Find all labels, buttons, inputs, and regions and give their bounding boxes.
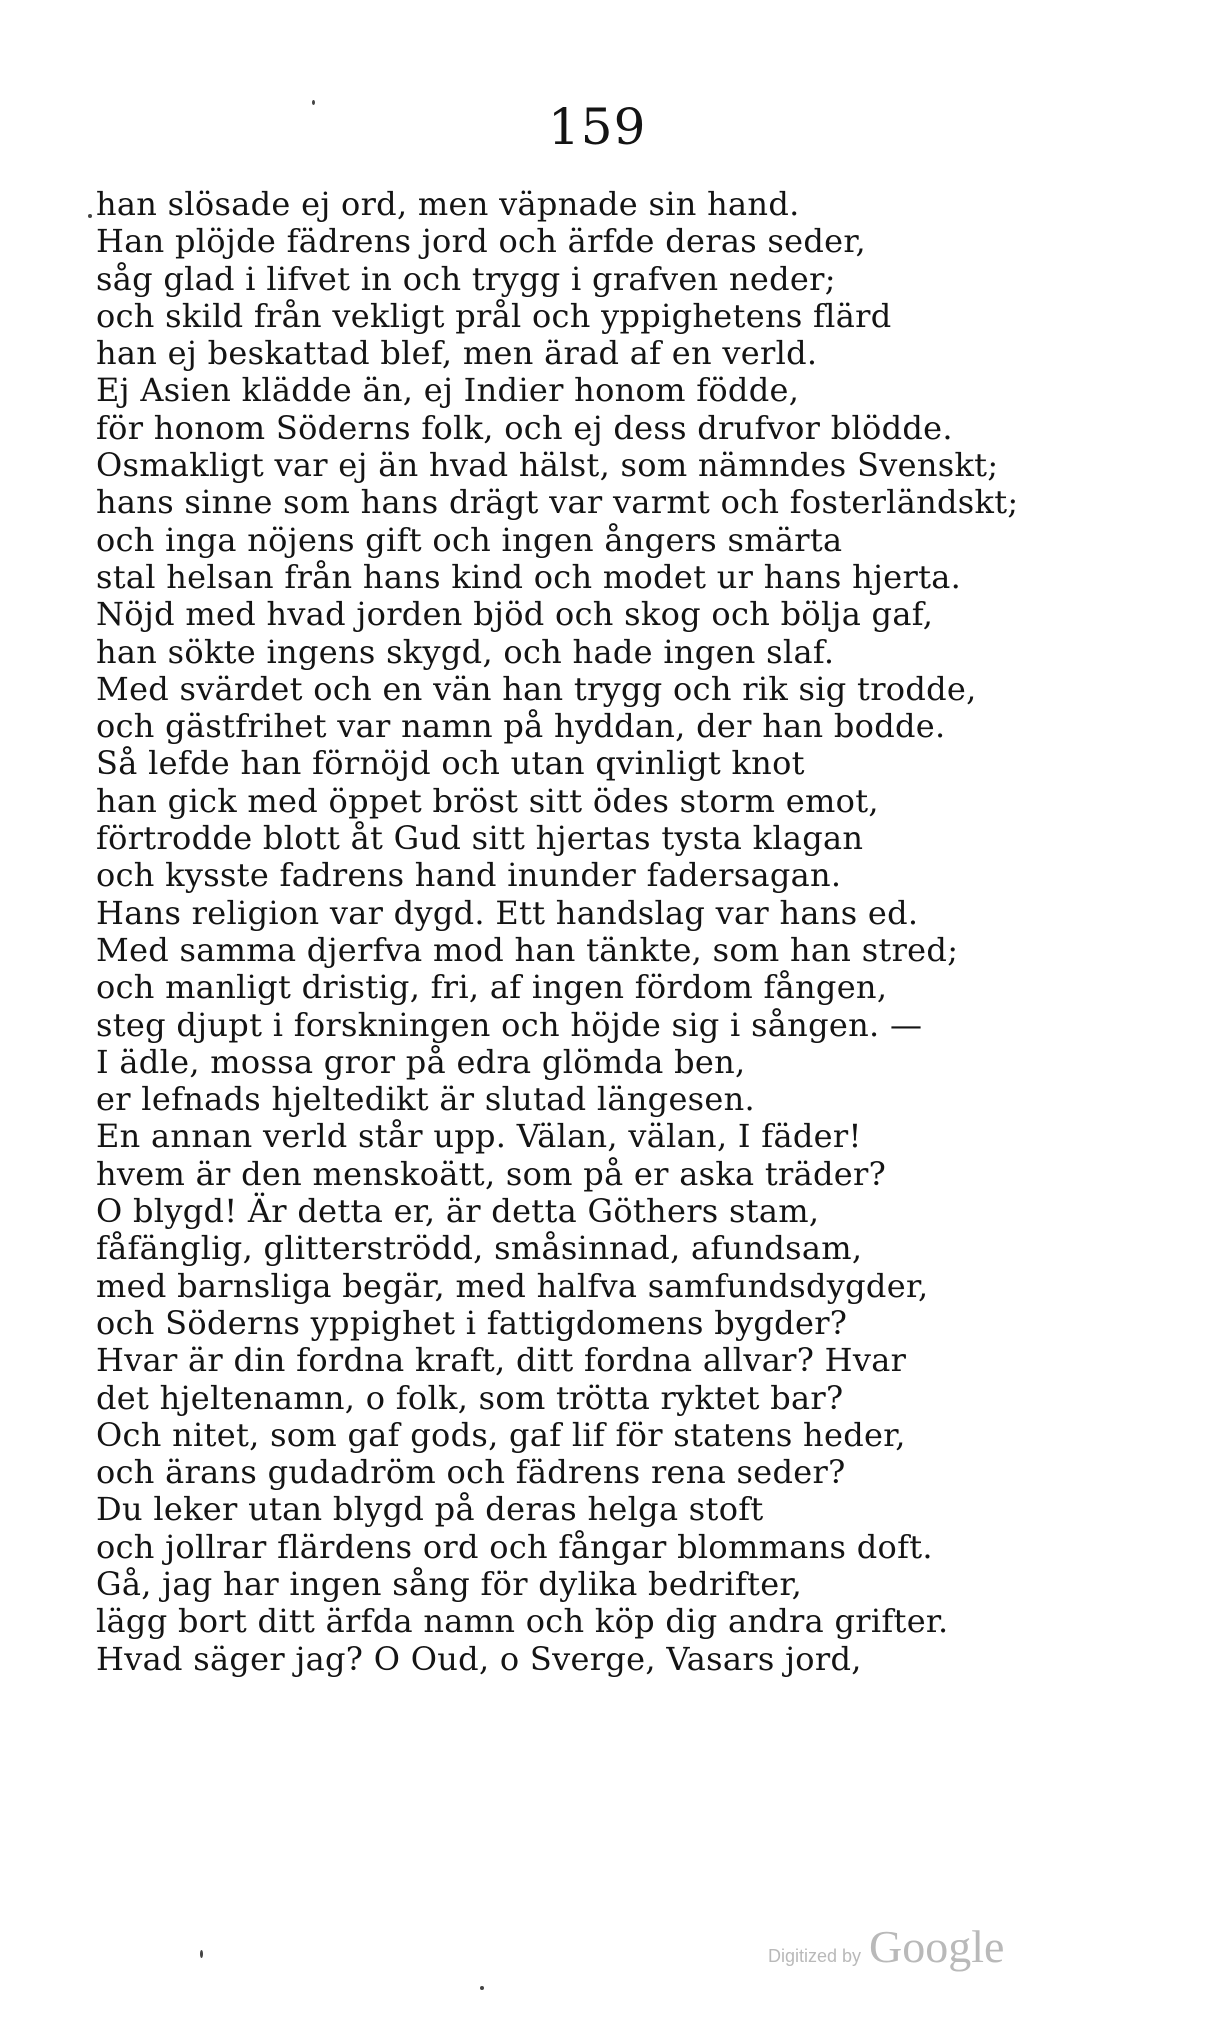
print-speck [312,100,315,105]
digitized-by-google-watermark [768,1920,1004,1973]
page-number: 159 [548,98,647,156]
poem-line: och gästfrihet var namn på hyddan, der han bodde. [96,707,946,746]
poem-line: Hvar är din fordna kraft, ditt fordna allvar? Hvar [96,1341,907,1380]
poem-line: han sökte ingens skygd, och hade ingen slaf. [96,632,835,671]
poem-line: er lefnads hjeltedikt är slutad längesen. [96,1080,756,1119]
poem-line: Hans religion var dygd. Ett handslag var hans ed. [96,893,919,932]
poem-line: Hvad säger jag? O Oud, o Sverge, Vasars jord, [96,1639,862,1678]
poem-line: hans sinne som hans drägt var varmt och fosterländskt; [96,483,1019,522]
poem-line: steg djupt i forskningen och höjde sig i sången. — [96,1005,923,1044]
poem-line: och ärans gudadröm och fädrens rena seder? [96,1453,846,1492]
poem-line: det hjeltenamn, o folk, som trötta ryktet bar? [96,1378,844,1417]
poem-line: och inga nöjens gift och ingen ångers smärta [96,520,843,559]
poem-line: hvem är den menskoätt, som på er aska träder? [96,1154,887,1193]
watermark-prefix: Digitized by [768,1946,862,1966]
poem-line: O blygd! Är detta er, är detta Göthers stam, [96,1192,820,1231]
print-speck [480,1986,484,1990]
poem-line: Och nitet, som gaf gods, gaf lif för statens heder, [96,1415,906,1454]
print-speck [88,214,92,218]
poem-line: och skild från vekligt prål och yppighetens flärd [96,296,892,335]
poem-line: Så lefde han förnöjd och utan qvinligt knot [96,744,805,783]
poem-line: han ej beskattad blef, men ärad af en verld. [96,334,818,373]
poem-line: Osmakligt var ej än hvad hälst, som nämndes Svenskt; [96,446,999,485]
poem-line: Nöjd med hvad jorden bjöd och skog och bölja gaf, [96,595,934,634]
poem-line: han gick med öppet bröst sitt ödes storm emot, [96,781,879,820]
poem-line: fåfänglig, glitterströdd, småsinnad, afundsam, [96,1229,863,1268]
google-logo: Google [869,1921,1005,1972]
poem-line: och Söderns yppighet i fattigdomens bygder? [96,1303,848,1342]
poem-line: såg glad i lifvet in och trygg i grafven neder; [96,259,836,298]
poem-line: han slösade ej ord, men väpnade sin hand. [96,185,800,223]
poem-line: Du leker utan blygd på deras helga stoft [96,1490,764,1529]
poem-line: Gå, jag har ingen sång för dylika bedrifter, [96,1564,803,1603]
poem-line: för honom Söderns folk, och ej dess drufvor blödde. [96,408,953,447]
poem-line: Med samma djerfva mod han tänkte, som han stred; [96,930,959,969]
poem-line: och manligt dristig, fri, af ingen fördom fången, [96,968,888,1007]
poem-line: och jollrar flärdens ord och fångar blommans doft. [96,1527,933,1566]
poem-line: och kysste fadrens hand inunder fadersagan. [96,856,842,895]
poem-line: med barnsliga begär, med halfva samfundsdygder, [96,1266,929,1305]
poem-line: stal helsan från hans kind och modet ur hans hjerta. [96,557,962,596]
poem-line: Med svärdet och en vän han trygg och rik sig trodde, [96,669,977,708]
poem-line: Han plöjde fädrens jord och ärfde deras seder, [96,222,866,261]
poem-line: lägg bort ditt ärfda namn och köp dig andra grifter. [96,1602,949,1641]
poem-line: I ädle, mossa gror på edra glömda ben, [96,1042,746,1081]
poem-line: förtrodde blott åt Gud sitt hjertas tysta klagan [96,819,864,858]
poem-text [96,186,1136,1678]
poem-line: Ej Asien klädde än, ej Indier honom födde, [96,371,800,410]
poem-line: En annan verld står upp. Välan, välan, I fäder! [96,1117,862,1156]
print-speck [200,1950,203,1958]
